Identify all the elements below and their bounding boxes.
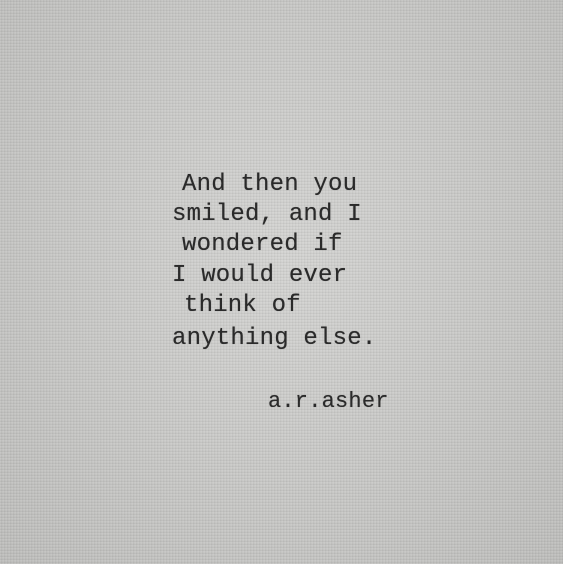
author-signature: a.r.asher [268,389,389,414]
quote-line: I would ever [172,262,348,289]
quote-line: And then you [182,171,358,198]
quote-line: smiled, and I [172,201,362,228]
quote-line: anything else. [172,325,377,352]
quote-line: think of [184,292,301,319]
quote-line: wondered if [182,231,343,258]
